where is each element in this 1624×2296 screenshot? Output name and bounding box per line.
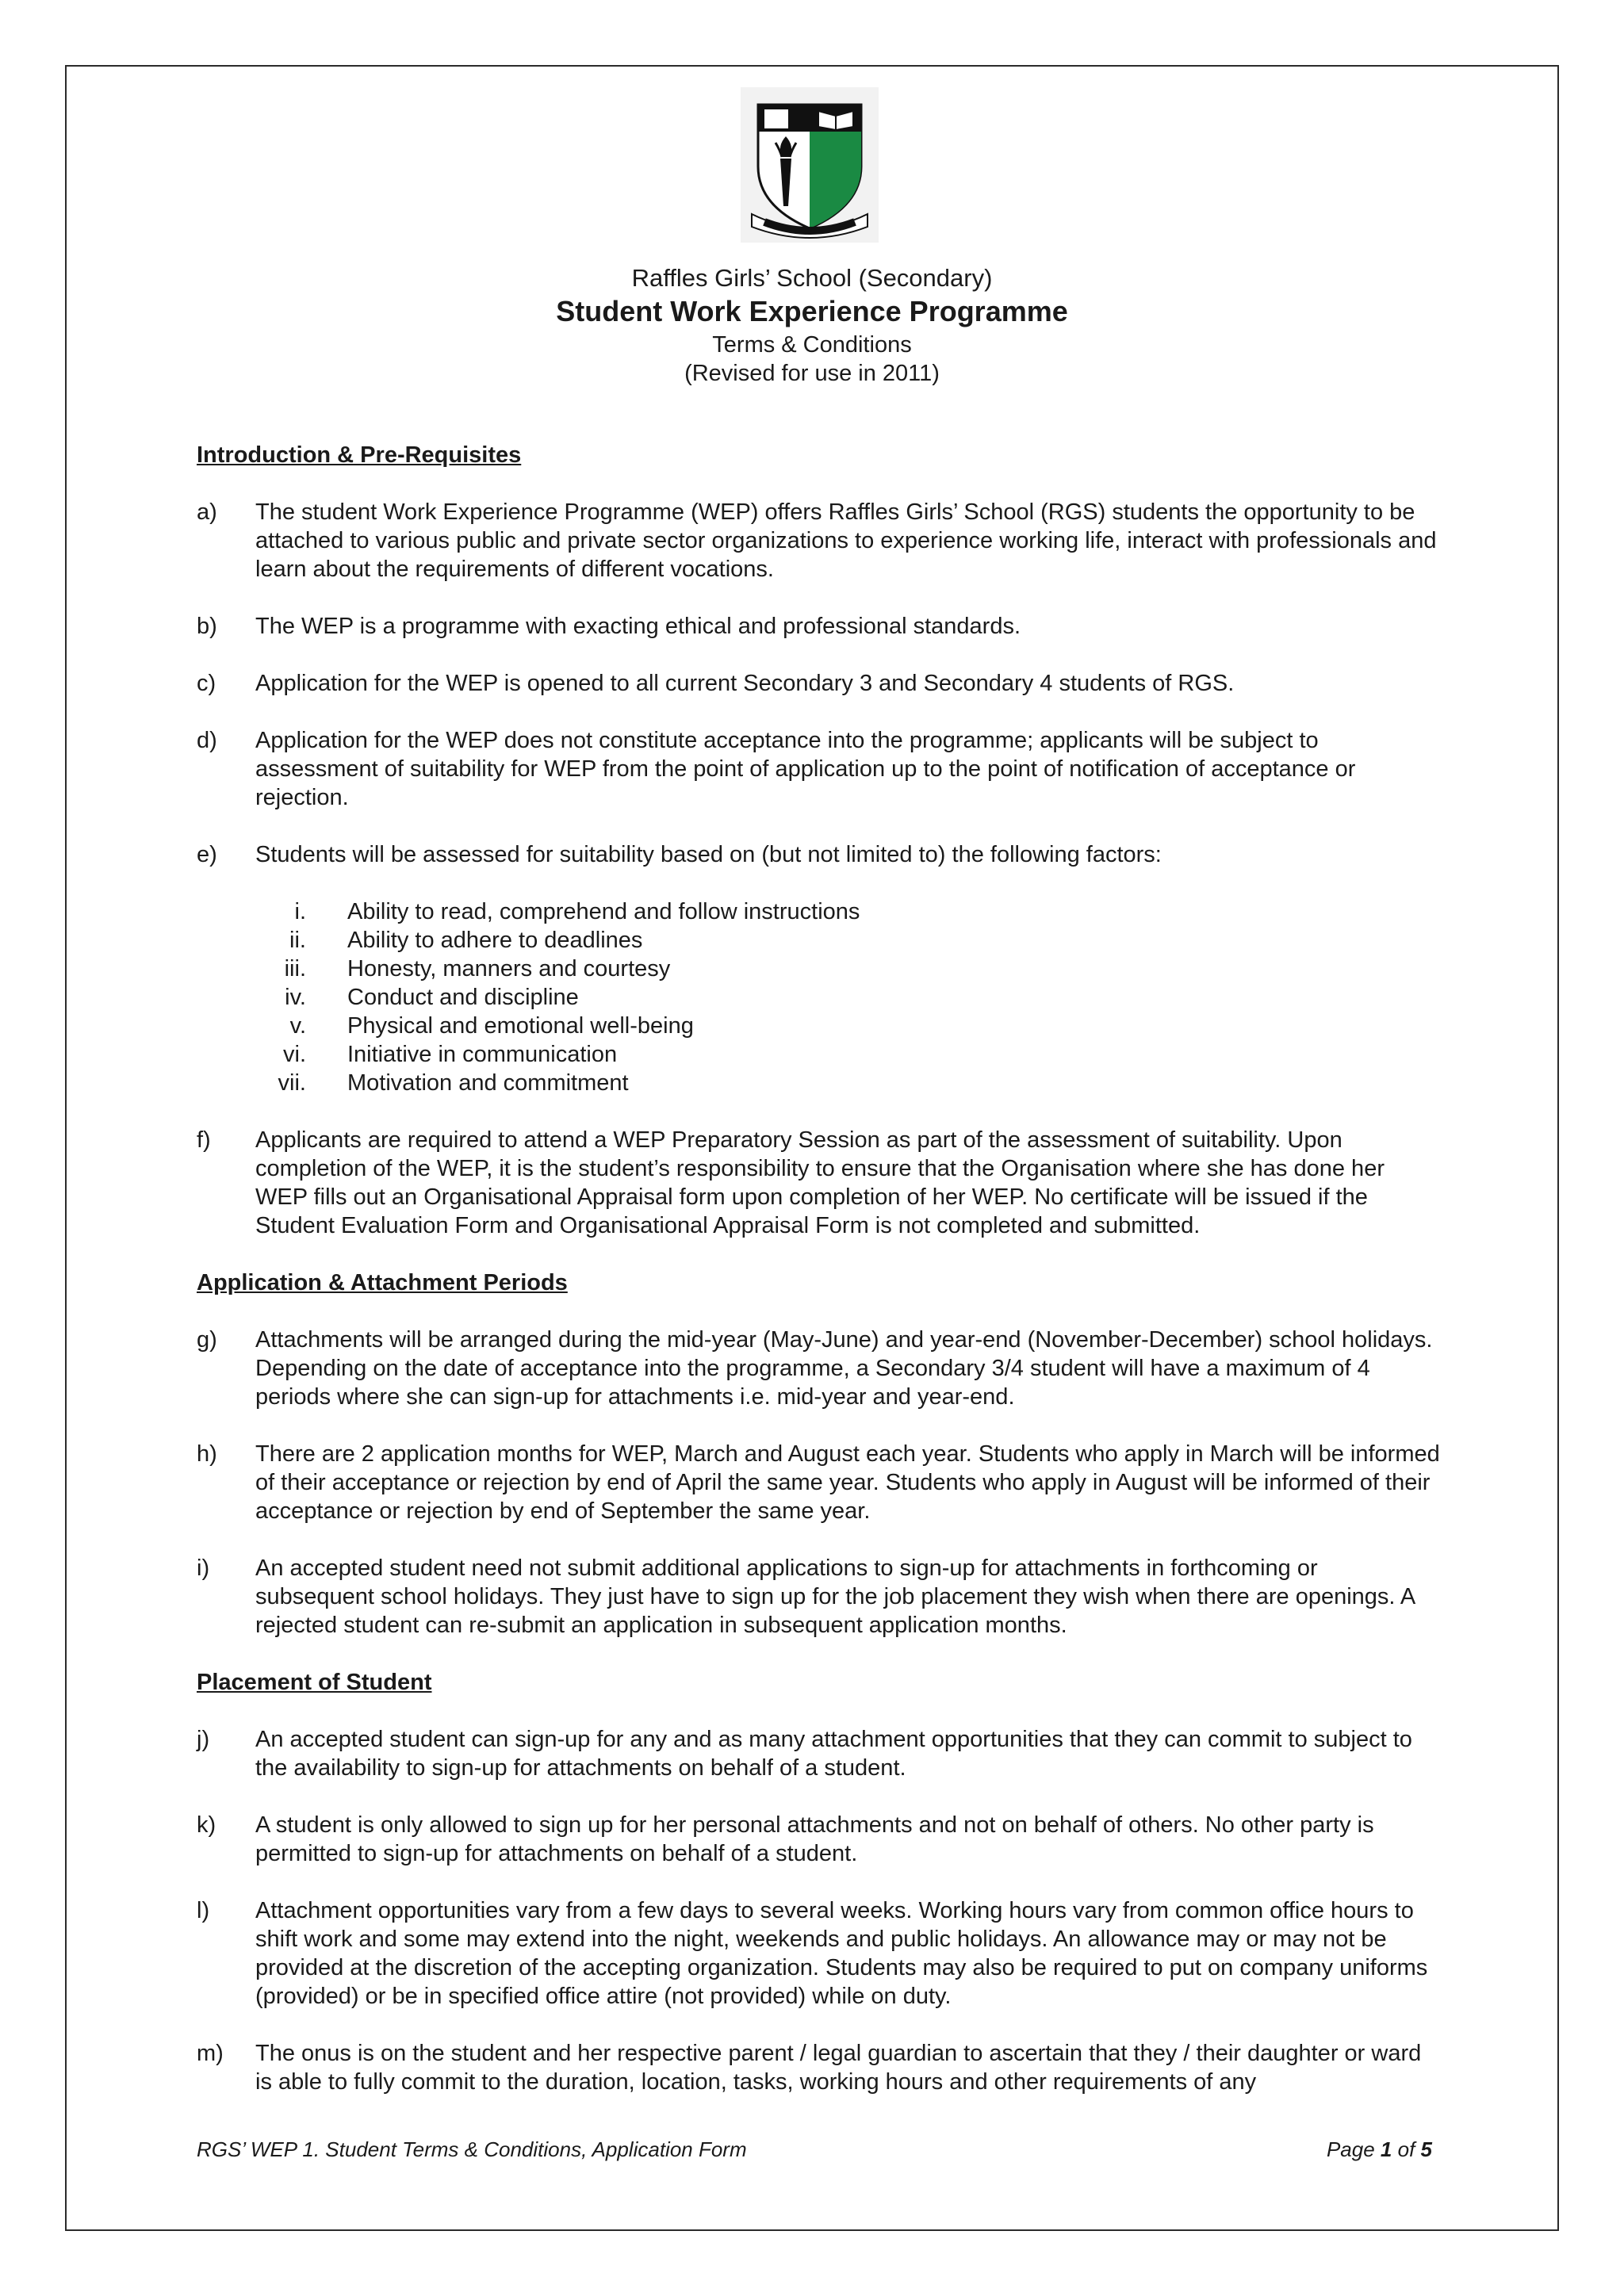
list-item-text: Ability to read, comprehend and follow instructions	[347, 899, 860, 924]
clause-l	[197, 1896, 1442, 2011]
clause-a	[197, 498, 1442, 584]
clause-text: Application for the WEP is opened to all current Secondary 3 and Secondary 4 students of RGS.	[255, 671, 1235, 696]
revision-note: (Revised for use in 2011)	[684, 361, 940, 386]
clause-text: Attachments will be arranged during the mid-year (May-June) and year-end (November-December) school holidays. Depending on the date of acceptance into the programme, a Secondary 3/4 student will have a maximum of 4 periods where she can sign-up for attachments i.e. mid-year and year-end.	[255, 1327, 1433, 1410]
clause-m	[197, 2039, 1442, 2096]
section-heading-introduction: Introduction & Pre-Requisites	[197, 442, 522, 468]
list-item-number: ii.	[289, 928, 306, 953]
clause-e	[197, 840, 1442, 869]
clause-label: k)	[197, 1812, 216, 1838]
list-item-text: Physical and emotional well-being	[347, 1013, 694, 1039]
document-title: Student Work Experience Programme	[556, 295, 1068, 327]
clause-text: Application for the WEP does not constitute acceptance into the programme; applicants will be subject to assessment of suitability for WEP from the point of application up to the point of notification of acceptance or rejection.	[255, 728, 1356, 810]
list-item	[255, 897, 1442, 926]
clause-b	[197, 612, 1442, 641]
list-item	[255, 983, 1442, 1012]
list-item-number: iv.	[285, 985, 306, 1010]
clause-text: A student is only allowed to sign up for her personal attachments and not on behalf of others. No other party is permitted to sign-up for attachments on behalf of a student.	[255, 1812, 1374, 1866]
school-crest-logo	[741, 87, 879, 243]
list-item-text: Initiative in communication	[347, 1042, 618, 1067]
section-heading-placement: Placement of Student	[197, 1670, 432, 1695]
clause-label: e)	[197, 842, 217, 867]
clause-j	[197, 1725, 1442, 1782]
list-item	[255, 926, 1442, 955]
clause-label: d)	[197, 728, 217, 753]
list-item-text: Ability to adhere to deadlines	[347, 928, 643, 953]
list-item-number: v.	[289, 1013, 306, 1039]
page-footer	[197, 2137, 1432, 2162]
list-item-number: vii.	[278, 1070, 306, 1096]
clause-label: h)	[197, 1441, 217, 1467]
clause-h	[197, 1440, 1442, 1525]
clause-text: An accepted student need not submit additional applications to sign-up for attachments in forthcoming or subsequent school holidays. They just have to sign up for the job placement they wish when there are openings. A rejected student can re-submit an application in subsequent application months.	[255, 1556, 1415, 1638]
list-item-text: Motivation and commitment	[347, 1070, 629, 1096]
clause-label: m)	[197, 2041, 224, 2066]
clause-text: Applicants are required to attend a WEP Preparatory Session as part of the assessment of suitability. Upon completion of the WEP, it is the student’s responsibility to ensure that the Organisation where she has done her WEP fills out an Organisational Appraisal form upon completion of her WEP. No certificate will be issued if the Student Evaluation Form and Organisational Appraisal Form is not completed and submitted.	[255, 1127, 1385, 1238]
page-number	[1327, 2137, 1432, 2162]
clause-text: The student Work Experience Programme (WEP) offers Raffles Girls’ School (RGS) students the opportunity to be attached to various public and private sector organizations to experience working life, interact with professionals and learn about the requirements of different vocations.	[255, 499, 1437, 582]
clause-label: a)	[197, 499, 217, 525]
clause-label: b)	[197, 614, 217, 639]
clause-text: Students will be assessed for suitability based on (but not limited to) the following factors:	[255, 842, 1162, 867]
clause-f	[197, 1126, 1442, 1240]
clause-label: g)	[197, 1327, 217, 1353]
clause-text: The onus is on the student and her respective parent / legal guardian to ascertain that they / their daughter or ward is able to fully commit to the duration, location, tasks, working hours and other requirements of any	[255, 2041, 1422, 2095]
clause-label: i)	[197, 1556, 210, 1581]
suitability-factors-list	[255, 897, 1442, 1097]
clause-i	[197, 1554, 1442, 1640]
list-item-text: Conduct and discipline	[347, 985, 579, 1010]
page-prefix: Page	[1326, 2137, 1381, 2161]
list-item	[255, 1012, 1442, 1040]
list-item-number: vi.	[283, 1042, 306, 1067]
list-item-number: i.	[294, 899, 306, 924]
section-heading-application: Application & Attachment Periods	[197, 1270, 568, 1295]
school-name: Raffles Girls’ School (Secondary)	[631, 264, 993, 292]
list-item-text: Honesty, manners and courtesy	[347, 956, 671, 982]
page-current: 1	[1380, 2137, 1392, 2161]
clause-text: There are 2 application months for WEP, March and August each year. Students who apply in March will be informed of their acceptance or rejection by end of April the same year. Students who apply in August will be informed of their acceptance or rejection by end of September the same year.	[255, 1441, 1440, 1524]
document-body	[197, 441, 1442, 2096]
list-item-number: iii.	[284, 956, 306, 982]
clause-label: c)	[197, 671, 216, 696]
list-item	[255, 1040, 1442, 1069]
page-total: 5	[1420, 2137, 1432, 2161]
clause-d	[197, 726, 1442, 812]
list-item	[255, 955, 1442, 983]
clause-text: The WEP is a programme with exacting ethical and professional standards.	[255, 614, 1021, 639]
clause-c	[197, 669, 1442, 698]
list-item	[255, 1069, 1442, 1097]
clause-label: l)	[197, 1898, 210, 1923]
clause-g	[197, 1326, 1442, 1411]
clause-label: f)	[197, 1127, 211, 1153]
clause-k	[197, 1811, 1442, 1868]
clause-text: Attachment opportunities vary from a few days to several weeks. Working hours vary from common office hours to shift work and some may extend into the night, weekends and public holidays. An allowance may or may not be provided at the discretion of the accepting organization. Students may also be required to put on company uniforms (provided) or be in specified office attire (not provided) while on duty.	[255, 1898, 1428, 2009]
footer-document-name: RGS’ WEP 1. Student Terms & Conditions, Application Form	[197, 2137, 747, 2161]
clause-text: An accepted student can sign-up for any and as many attachment opportunities that they can commit to subject to the availability to sign-up for attachments on behalf of a student.	[255, 1727, 1412, 1781]
page-of: of	[1392, 2137, 1421, 2161]
clause-label: j)	[197, 1727, 210, 1752]
document-subtitle: Terms & Conditions	[712, 332, 912, 358]
